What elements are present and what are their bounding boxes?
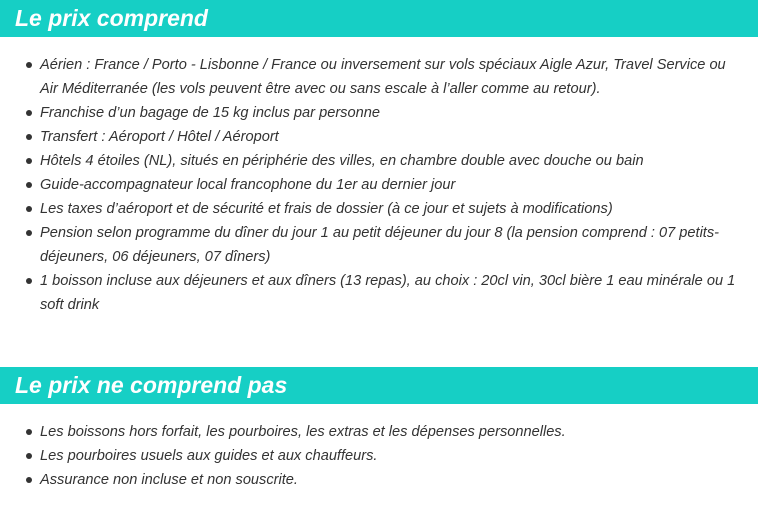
list-item (0, 149, 758, 173)
list-item (0, 468, 758, 492)
list-item-text: Les taxes d’aéroport et de sécurité et frais de dossier (à ce jour et sujets à modifications) (40, 201, 613, 217)
bullet-icon (26, 453, 32, 459)
bullet-icon (26, 182, 32, 188)
price-excludes-title: Le prix ne comprend pas (0, 367, 758, 404)
list-item (0, 269, 758, 317)
price-includes-title: Le prix comprend (0, 0, 758, 37)
price-excludes-list (0, 420, 758, 492)
list-item (0, 173, 758, 197)
bullet-icon (26, 278, 32, 284)
list-item-text: Assurance non incluse et non souscrite. (40, 472, 298, 488)
bullet-icon (26, 477, 32, 483)
list-item (0, 444, 758, 468)
price-excludes-section (0, 367, 758, 492)
list-item (0, 53, 758, 101)
list-item-text: Guide-accompagnateur local francophone du 1er au dernier jour (40, 177, 456, 193)
list-item-text: Transfert : Aéroport / Hôtel / Aéroport (40, 129, 279, 145)
bullet-icon (26, 110, 32, 116)
bullet-icon (26, 158, 32, 164)
list-item (0, 125, 758, 149)
list-item-text: Aérien : France / Porto - Lisbonne / France ou inversement sur vols spéciaux Aigle Azur, Travel Service ou Air Méditerranée (les vols peuvent être avec ou sans escale à l’aller comme au retour). (40, 57, 726, 97)
bullet-icon (26, 206, 32, 212)
list-item-text: 1 boisson incluse aux déjeuners et aux dîners (13 repas), au choix : 20cl vin, 30cl bière 1 eau minérale ou 1 soft drink (40, 273, 736, 313)
list-item (0, 420, 758, 444)
list-item-text: Les boissons hors forfait, les pourboires, les extras et les dépenses personnelles. (40, 424, 566, 440)
list-item-text: Franchise d’un bagage de 15 kg inclus par personne (40, 105, 380, 121)
list-item (0, 101, 758, 125)
list-item-text: Hôtels 4 étoiles (NL), situés en périphérie des villes, en chambre double avec douche ou bain (40, 153, 644, 169)
list-item (0, 197, 758, 221)
bullet-icon (26, 62, 32, 68)
list-item-text: Les pourboires usuels aux guides et aux chauffeurs. (40, 448, 378, 464)
bullet-icon (26, 429, 32, 435)
list-item-text: Pension selon programme du dîner du jour 1 au petit déjeuner du jour 8 (la pension comprend : 07 petits-déjeuners, 06 déjeuners, 07 dîners) (40, 225, 720, 265)
price-includes-list (0, 53, 758, 317)
bullet-icon (26, 230, 32, 236)
bullet-icon (26, 134, 32, 140)
list-item (0, 221, 758, 269)
